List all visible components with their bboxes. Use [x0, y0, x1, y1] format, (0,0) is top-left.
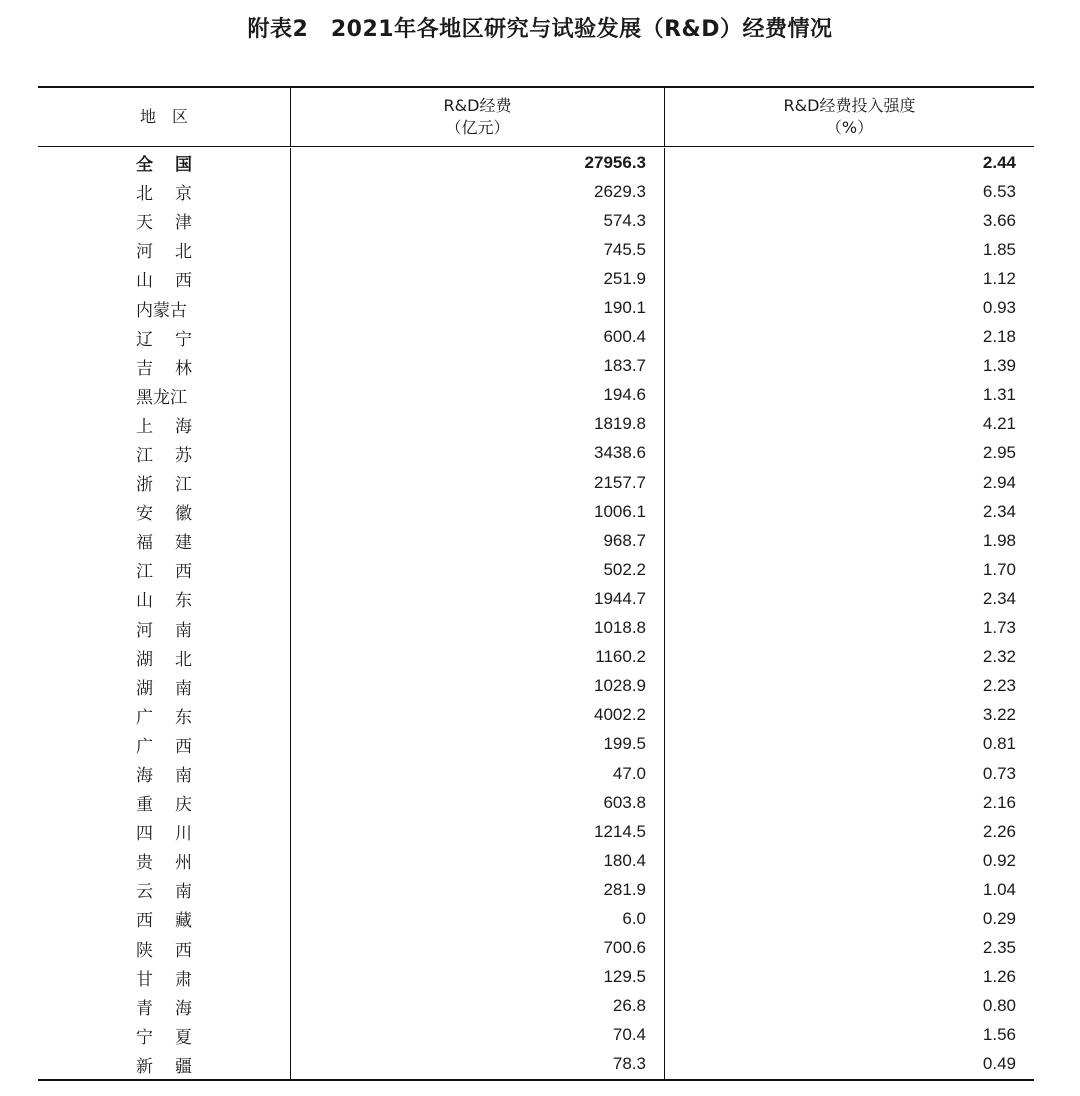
region-cell: 西 藏 — [136, 911, 192, 932]
header-expenditure-line2: （亿元） — [445, 118, 510, 137]
expenditure-cell: 26.8 — [612, 996, 646, 1016]
rd-expenditure-table — [38, 86, 1034, 1081]
expenditure-cell: 251.9 — [603, 268, 646, 288]
intensity-cell: 0.73 — [982, 763, 1016, 783]
expenditure-cell: 1028.9 — [594, 676, 646, 696]
expenditure-cell: 600.4 — [603, 327, 646, 347]
table-header — [38, 88, 1034, 147]
intensity-cell: 1.26 — [982, 967, 1016, 987]
intensity-cell: 3.66 — [982, 210, 1016, 230]
intensity-cell: 1.56 — [982, 1025, 1016, 1045]
region-cell: 安 徽 — [136, 504, 192, 525]
intensity-cell: 1.98 — [982, 530, 1016, 550]
expenditure-cell: 190.1 — [603, 298, 646, 318]
region-cell: 宁 夏 — [136, 1027, 192, 1048]
region-cell: 辽 宁 — [136, 329, 192, 350]
region-cell: 北 京 — [136, 184, 192, 205]
region-cell: 全 国 — [136, 155, 192, 176]
expenditure-cell: 745.5 — [603, 239, 646, 259]
region-cell: 贵 州 — [136, 853, 192, 874]
expenditure-cell: 47.0 — [612, 763, 646, 783]
expenditure-cell: 700.6 — [603, 938, 646, 958]
expenditure-cell: 281.9 — [603, 879, 646, 899]
intensity-cell: 2.94 — [982, 472, 1016, 492]
region-cell: 青 海 — [136, 998, 192, 1019]
expenditure-cell: 502.2 — [603, 559, 646, 579]
expenditure-cell: 1944.7 — [594, 588, 646, 608]
region-cell: 河 北 — [136, 242, 192, 263]
intensity-cell: 0.93 — [982, 298, 1016, 318]
header-expenditure — [291, 88, 665, 146]
intensity-cell: 2.34 — [982, 501, 1016, 521]
header-intensity-line1: R&D经费投入强度 — [783, 96, 916, 115]
intensity-cell: 2.44 — [982, 152, 1016, 172]
intensity-cell: 2.26 — [982, 821, 1016, 841]
region-cell: 江 西 — [136, 562, 192, 583]
header-region — [38, 88, 291, 146]
intensity-cell: 2.23 — [982, 676, 1016, 696]
column-region — [38, 148, 291, 1079]
header-intensity-line2: （%） — [825, 118, 874, 137]
intensity-cell: 3.22 — [982, 705, 1016, 725]
region-cell: 黑龙江 — [136, 387, 187, 408]
table-bottom-rule — [38, 1079, 1034, 1081]
intensity-cell: 1.31 — [982, 385, 1016, 405]
column-intensity — [665, 148, 1034, 1079]
expenditure-cell: 183.7 — [603, 356, 646, 376]
region-cell: 陕 西 — [136, 940, 192, 961]
expenditure-cell: 3438.6 — [594, 443, 646, 463]
region-cell: 四 川 — [136, 824, 192, 845]
expenditure-cell: 1018.8 — [594, 618, 646, 638]
region-cell: 新 疆 — [136, 1056, 192, 1077]
intensity-cell: 1.85 — [982, 239, 1016, 259]
expenditure-cell: 199.5 — [603, 734, 646, 754]
intensity-cell: 1.39 — [982, 356, 1016, 376]
expenditure-cell: 968.7 — [603, 530, 646, 550]
expenditure-cell: 194.6 — [603, 385, 646, 405]
intensity-cell: 6.53 — [982, 181, 1016, 201]
expenditure-cell: 6.0 — [622, 908, 646, 928]
expenditure-cell: 180.4 — [603, 850, 646, 870]
region-cell: 江 苏 — [136, 445, 192, 466]
header-intensity — [665, 88, 1034, 146]
region-cell: 湖 南 — [136, 678, 192, 699]
region-cell: 天 津 — [136, 213, 192, 234]
region-cell: 浙 江 — [136, 475, 192, 496]
expenditure-cell: 2157.7 — [594, 472, 646, 492]
header-expenditure-line1: R&D经费 — [443, 96, 512, 115]
expenditure-cell: 1160.2 — [595, 647, 646, 667]
intensity-cell: 0.29 — [982, 908, 1016, 928]
expenditure-cell: 1819.8 — [594, 414, 646, 434]
region-cell: 山 东 — [136, 591, 192, 612]
region-cell: 上 海 — [136, 416, 192, 437]
intensity-cell: 0.92 — [982, 850, 1016, 870]
region-cell: 甘 肃 — [136, 969, 192, 990]
intensity-cell: 2.18 — [982, 327, 1016, 347]
region-cell: 湖 北 — [136, 649, 192, 670]
intensity-cell: 2.16 — [982, 792, 1016, 812]
page-title: 附表2 2021年各地区研究与试验发展（R&D）经费情况 — [247, 17, 833, 42]
intensity-cell: 0.49 — [982, 1054, 1016, 1074]
region-cell: 海 南 — [136, 766, 192, 787]
region-cell: 内蒙古 — [136, 300, 187, 321]
region-cell: 云 南 — [136, 882, 192, 903]
header-region-label: 地 区 — [139, 107, 188, 126]
intensity-cell: 2.35 — [982, 938, 1016, 958]
expenditure-cell: 1006.1 — [594, 501, 646, 521]
region-cell: 广 西 — [136, 736, 192, 757]
expenditure-cell: 1214.5 — [594, 821, 646, 841]
intensity-cell: 0.81 — [982, 734, 1016, 754]
intensity-cell: 1.70 — [982, 559, 1016, 579]
expenditure-cell: 78.3 — [612, 1054, 646, 1074]
expenditure-cell: 70.4 — [612, 1025, 646, 1045]
table-body — [38, 147, 1034, 1079]
region-cell: 吉 林 — [136, 358, 192, 379]
intensity-cell: 2.32 — [982, 647, 1016, 667]
region-cell: 河 南 — [136, 620, 192, 641]
region-cell: 福 建 — [136, 533, 192, 554]
expenditure-cell: 603.8 — [603, 792, 646, 812]
region-cell: 山 西 — [136, 271, 192, 292]
intensity-cell: 1.04 — [982, 879, 1016, 899]
region-cell: 重 庆 — [136, 795, 192, 816]
intensity-cell: 1.12 — [982, 268, 1016, 288]
intensity-cell: 2.34 — [982, 588, 1016, 608]
expenditure-cell: 129.5 — [603, 967, 646, 987]
intensity-cell: 4.21 — [982, 414, 1016, 434]
column-expenditure — [291, 148, 665, 1079]
expenditure-cell: 574.3 — [603, 210, 646, 230]
intensity-cell: 0.80 — [982, 996, 1016, 1016]
intensity-cell: 1.73 — [982, 618, 1016, 638]
intensity-cell: 2.95 — [982, 443, 1016, 463]
expenditure-cell: 4002.2 — [594, 705, 646, 725]
region-cell: 广 东 — [136, 707, 192, 728]
expenditure-cell: 2629.3 — [594, 181, 646, 201]
expenditure-cell: 27956.3 — [584, 152, 646, 172]
